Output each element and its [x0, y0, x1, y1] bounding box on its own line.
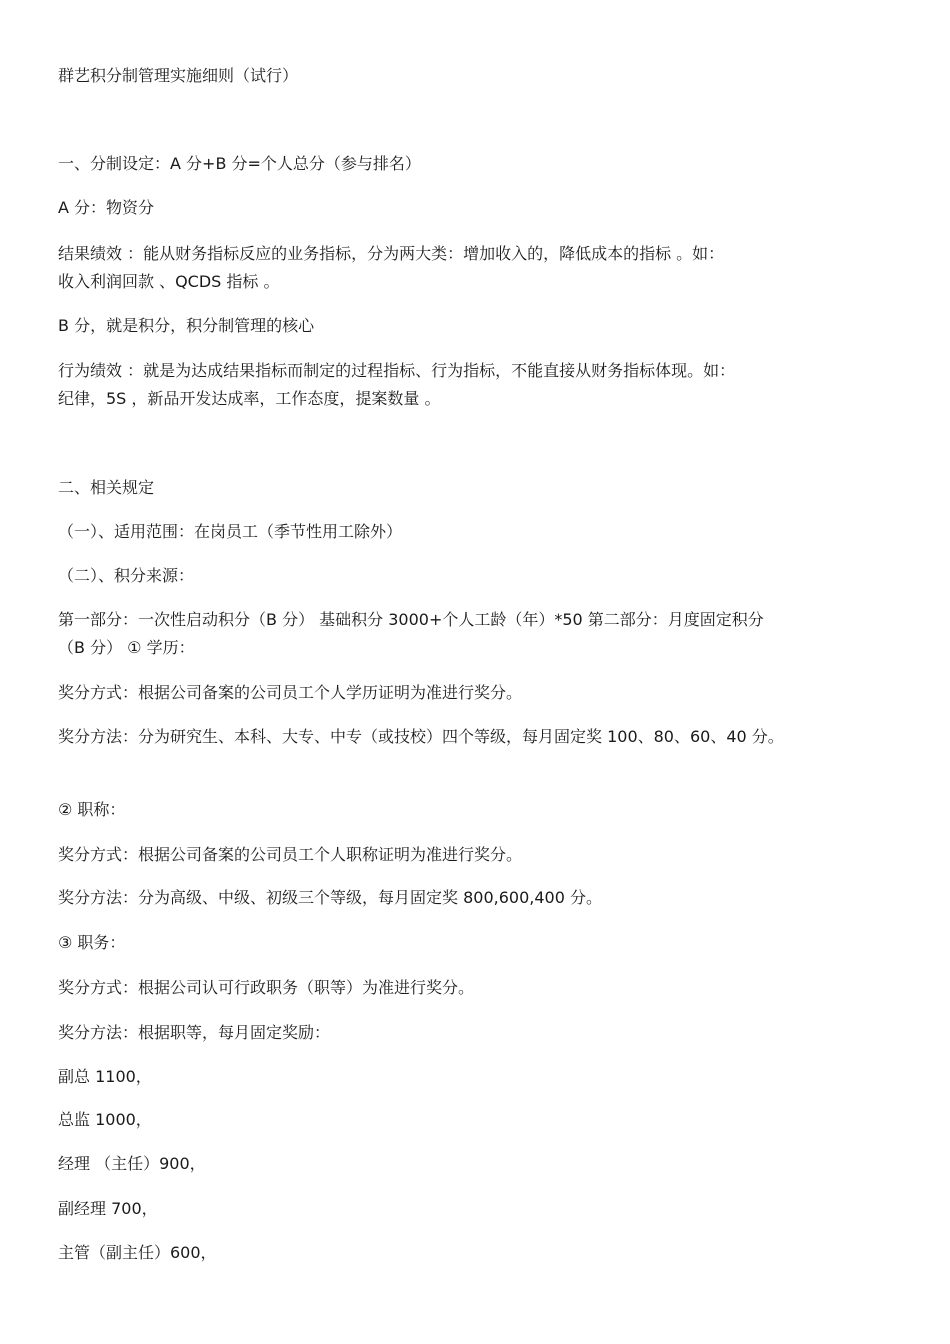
post-item: 总监 1000，: [58, 1110, 152, 1129]
document-title: 群艺积分制管理实施细则（试行）: [58, 66, 299, 85]
a-score-label: A 分：物资分: [58, 198, 155, 217]
behavior-performance-line2: 纪律，5S ，新品开发达成率，工作态度，提案数量 。: [58, 389, 441, 408]
b-score-label: B 分，就是积分，积分制管理的核心: [58, 316, 315, 335]
title-heading: ② 职称：: [58, 800, 126, 819]
title-rule: 奖分方法：分为高级、中级、初级三个等级，每月固定奖 800,600,400 分。: [58, 888, 602, 907]
post-item: 主管（副主任）600，: [58, 1243, 217, 1262]
education-method: 奖分方式：根据公司备案的公司员工个人学历证明为准进行奖分。: [58, 683, 523, 702]
post-method: 奖分方式：根据公司认可行政职务（职等）为准进行奖分。: [58, 978, 475, 997]
post-item: 副经理 700，: [58, 1199, 158, 1218]
part-line2: （B 分） ① 学历：: [58, 638, 195, 657]
section1-heading: 一、分制设定：A 分+B 分=个人总分（参与排名）: [58, 154, 421, 173]
result-performance-line1: 结果绩效 ：能从财务指标反应的业务指标，分为两大类：增加收入的，降低成本的指标 。如：: [58, 244, 725, 263]
part-line1: 第一部分：一次性启动积分（B 分） 基础积分 3000+个人工龄（年）*50 第二部分：月度固定积分: [58, 610, 764, 629]
post-heading: ③ 职务：: [58, 933, 126, 952]
result-performance-line2: 收入利润回款 、QCDS 指标 。: [58, 272, 280, 291]
post-item: 经理 （主任）900，: [58, 1154, 206, 1173]
education-rule: 奖分方法：分为研究生、本科、大专、中专（或技校）四个等级，每月固定奖 100、80、60、40 分。: [58, 727, 784, 746]
source-line: （二）、积分来源：: [58, 566, 195, 585]
post-rule: 奖分方法：根据职等，每月固定奖励：: [58, 1023, 331, 1042]
title-method: 奖分方式：根据公司备案的公司员工个人职称证明为准进行奖分。: [58, 845, 523, 864]
post-item: 副总 1100，: [58, 1067, 152, 1086]
behavior-performance-line1: 行为绩效 ：就是为达成结果指标而制定的过程指标、行为指标，不能直接从财务指标体现。如：: [58, 361, 736, 380]
scope-line: （一）、适用范围：在岗员工（季节性用工除外）: [58, 522, 403, 541]
section2-heading: 二、相关规定: [58, 478, 155, 497]
